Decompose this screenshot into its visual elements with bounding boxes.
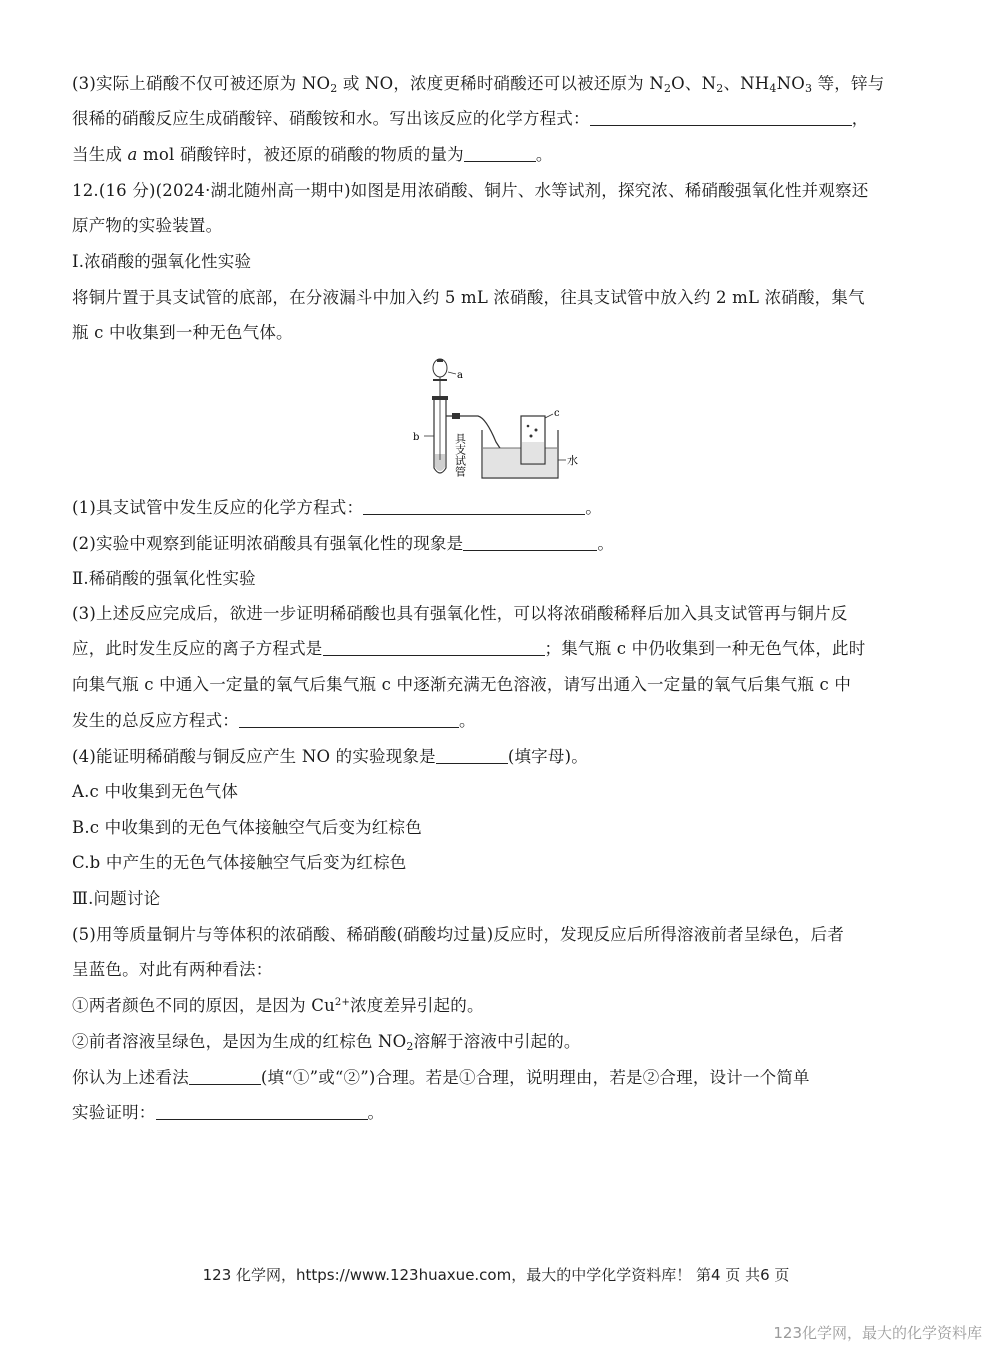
q12-desc-line-1: 将铜片置于具支试管的底部，在分液漏斗中加入约 5 mL 浓硝酸，往具支试管中放入约 2 mL 浓硝酸，集气 (72, 288, 865, 307)
answer-blank-5-choice[interactable] (189, 1068, 261, 1085)
answer-blank-5-experiment[interactable] (156, 1103, 368, 1120)
section-heading-2: Ⅱ.稀硝酸的强氧化性实验 (72, 569, 256, 588)
q3-line-2: 很稀的硝酸反应生成硝酸锌、硝酸铵和水。写出该反应的化学方程式： ， (72, 109, 869, 128)
q12-intro-line-1: 12.(16 分)(2024·湖北随州高一期中)如图是用浓硝酸、铜片、水等试剂，探究浓、稀硝酸强氧化性并观察还 (72, 181, 869, 200)
label-a: a (457, 370, 463, 381)
q12-part-5-line-6: 实验证明： 。 (72, 1103, 385, 1122)
q12-part-5-line-5: 你认为上述看法 (填“①”或“②”)合理。若是①合理，说明理由，若是②合理，设计一个简单 (72, 1068, 810, 1087)
answer-blank-3-total[interactable] (239, 711, 459, 728)
watermark: 123化学网，最大的化学资料库 (773, 1324, 982, 1342)
section-heading-1: Ⅰ.浓硝酸的强氧化性实验 (72, 252, 252, 271)
q12-part-2: (2)实验中观察到能证明浓硝酸具有强氧化性的现象是 。 (72, 534, 615, 553)
label-branch-tube: 具支试管 (453, 433, 467, 477)
q12-desc-line-2: 瓶 c 中收集到一种无色气体。 (72, 323, 293, 342)
option-a: A.c 中收集到无色气体 (72, 782, 239, 801)
funnel-stopper (437, 359, 443, 362)
q12-part-3-line-2: 应，此时发生反应的离子方程式是 ；集气瓶 c 中仍收集到一种无色气体，此时 (72, 639, 866, 658)
q12-part-3-line-4: 发生的总反应方程式： 。 (72, 711, 476, 730)
q12-intro-line-2: 原产物的实验装置。 (72, 216, 223, 235)
answer-blank-2[interactable] (463, 534, 597, 551)
q12-part-3-line-3: 向集气瓶 c 中通入一定量的氧气后集气瓶 c 中逐渐充满无色溶液，请写出通入一定量的氧气后集气瓶 c 中 (72, 675, 852, 694)
q12-part-5-line-1: (5)用等质量铜片与等体积的浓硝酸、稀硝酸(硝酸均过量)反应时，发现反应后所得溶液前者呈绿色，后者 (72, 925, 845, 944)
q3-line-1: (3)实际上硝酸不仅可被还原为 $NO_2$ 或 NO，浓度更稀时硝酸还可以被还原为 $N_2O$、$N_2$、$NH_4NO_3$ 等，锌与 (72, 74, 885, 95)
view-2: ②前者溶液呈绿色，是因为生成的红棕色 $NO_2$溶解于溶液中引起的。 (72, 1032, 581, 1053)
q12-part-5-line-2: 呈蓝色。对此有两种看法： (72, 960, 273, 979)
tube-clamp (452, 413, 460, 419)
apparatus-figure (400, 356, 590, 486)
page-footer: 123 化学网，https://www.123huaxue.com，最大的中学化学资料库！ 第4 页 共6 页 (202, 1266, 790, 1284)
answer-blank-q3-equation[interactable] (590, 109, 852, 126)
label-c: c (554, 408, 560, 419)
option-b: B.c 中收集到的无色气体接触空气后变为红棕色 (72, 818, 422, 837)
label-water: 水 (567, 454, 578, 467)
q12-part-1: (1)具支试管中发生反应的化学方程式： 。 (72, 498, 602, 517)
view-1: ①两者颜色不同的原因，是因为 $Cu^{2+}$浓度差异引起的。 (72, 996, 484, 1015)
answer-blank-1[interactable] (363, 498, 585, 515)
label-b: b (413, 432, 420, 443)
option-c: C.b 中产生的无色气体接触空气后变为红棕色 (72, 853, 407, 872)
answer-blank-4[interactable] (436, 747, 508, 764)
trough-water (483, 448, 557, 477)
q3-line-3: 当生成 a mol 硝酸锌时，被还原的硝酸的物质的量为 。 (72, 145, 553, 164)
section-heading-3: Ⅲ.问题讨论 (72, 889, 161, 908)
q12-part-3-line-1: (3)上述反应完成后，欲进一步证明稀硝酸也具有强氧化性，可以将浓硝酸稀释后加入具支试管再与铜片反 (72, 604, 848, 623)
answer-blank-q3-amount[interactable] (464, 145, 536, 162)
q12-part-4: (4)能证明稀硝酸与铜反应产生 NO 的实验现象是 (填字母)。 (72, 747, 588, 766)
answer-blank-3-ionic[interactable] (323, 639, 545, 656)
